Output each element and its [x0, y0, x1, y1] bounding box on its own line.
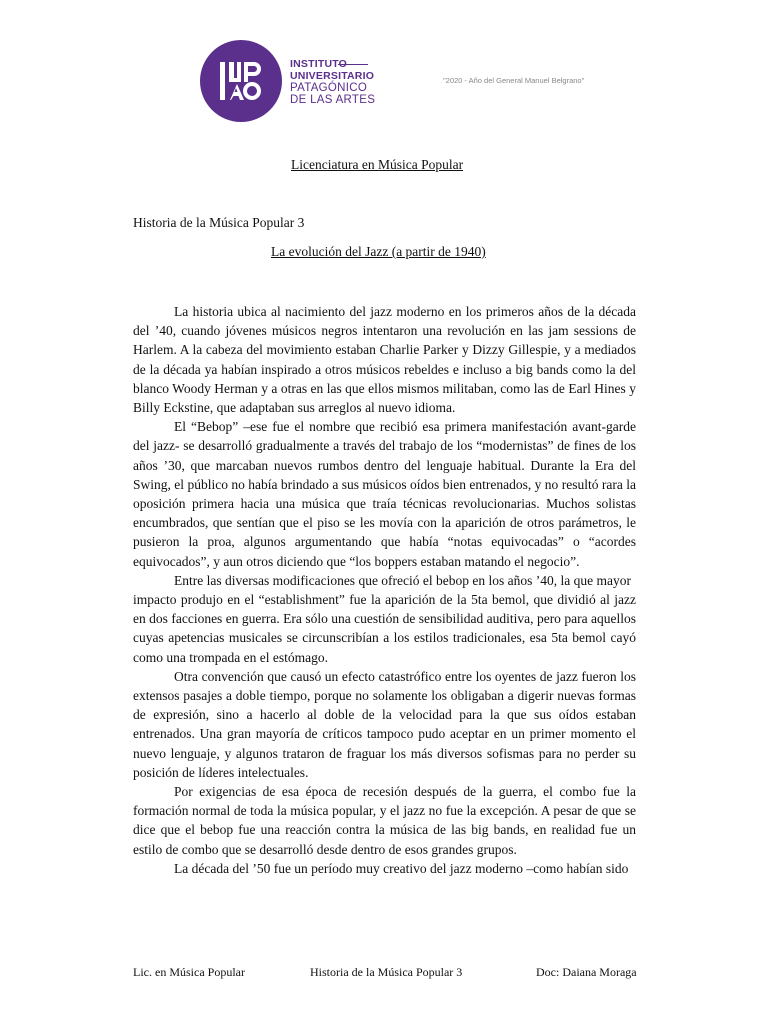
footer-center: Historia de la Música Popular 3: [310, 965, 463, 979]
paragraph: impacto produjo en el “establishment” fue la aparición de la 5ta bemol, que dividió al jazz en dos facciones en guerra. Era sólo una cuestión de sensibilidad auditiva, pero para aquellos cuyas apetencias musicales se circunscribían a los estilos tradicionales, esa 5ta bemol cayó como una trompada en el estómago.: [133, 592, 636, 665]
logo-line-4: DE LAS ARTES: [290, 94, 376, 106]
year-motto: "2020 - Año del General Manuel Belgrano": [443, 76, 585, 85]
paragraph: El “Bebop” –ese fue el nombre que recibió esa primera manifestación avant-garde del jazz- se desarrolló gradualmente a través del trabajo de los “modernistas” de fines de los años ’30, que marcaban nuevos rumbos dentro del lenguaje habitual. Durante la Era del Swing, el público no había brindado a sus músicos oídos bien entrenados, y no resultó rara la oposición primera hacia una música que traía técnicas revolucionarias. Muchos solistas encumbrados, que sentían que el piso se les movía con la aparición de otros parámetros, le pusieron la proa, algunos argumentando que había “notas equivocadas” o “acordes equivocados”, y aun otros diciendo que “los boppers estaban matando el negocio”.: [133, 419, 636, 569]
topic-title: La evolución del Jazz (a partir de 1940): [271, 244, 486, 259]
logo-line-2: UNIVERSITARIO: [290, 70, 375, 82]
course-name: Historia de la Música Popular 3: [133, 215, 305, 230]
logo-line-3: PATAGÓNICO: [290, 82, 368, 94]
footer-left: Lic. en Música Popular: [133, 965, 245, 979]
logo-line-1: INSTITUTO: [290, 58, 348, 70]
document-body: [133, 302, 636, 878]
footer-right: Doc: Daiana Moraga: [536, 965, 637, 979]
iupa-logo-icon: [200, 40, 282, 122]
paragraph: Por exigencias de esa época de recesión después de la guerra, el combo fue la formación normal de toda la música popular, y el jazz no fue la excepción. A pesar de que se dice que el bebop fue una reacción contra la música de las big bands, en realidad fue un estilo de combo que se desarrolló desde dentro de esos grandes grupos.: [133, 784, 636, 857]
institution-header: [200, 40, 600, 122]
paragraph: Otra convención que causó un efecto catastrófico entre los oyentes de jazz fueron los extensos pasajes a doble tiempo, porque no solamente los obligaban a digerir nuevas formas de expresión, sino a hacerlo al doble de la velocidad para la que sus oídos estaban entrenados. Una gran mayoría de críticos tampoco pudo aceptar en un primer momento el nuevo lenguaje, y algunos trataron de fraguar los más diversos sofismas para no perder su posición de líderes intelectuales.: [133, 668, 636, 780]
degree-title: Licenciatura en Música Popular: [291, 157, 464, 172]
paragraph: La historia ubica al nacimiento del jazz moderno en los primeros años de la década del ’40, cuando jóvenes músicos negros intentaron una revolución en las jam sessions de Harlem. A la cabeza del movimiento estaban Charlie Parker y Dizzy Gillespie, y a mediados de la década ya habían inspirado a otros músicos rebeldes e incluso a big bands como la del blanco Woody Herman y a otras en las que ellos mismos militaban, como las de Earl Hines y Billy Eckstine, que adaptaban sus arreglos al nuevo idioma.: [133, 304, 636, 416]
paragraph: Entre las diversas modificaciones que ofreció el bebop en los años ’40, la que mayor: [174, 572, 631, 588]
institution-name: [290, 58, 430, 106]
paragraph: La década del ’50 fue un período muy creativo del jazz moderno –como habían sido: [174, 860, 629, 876]
